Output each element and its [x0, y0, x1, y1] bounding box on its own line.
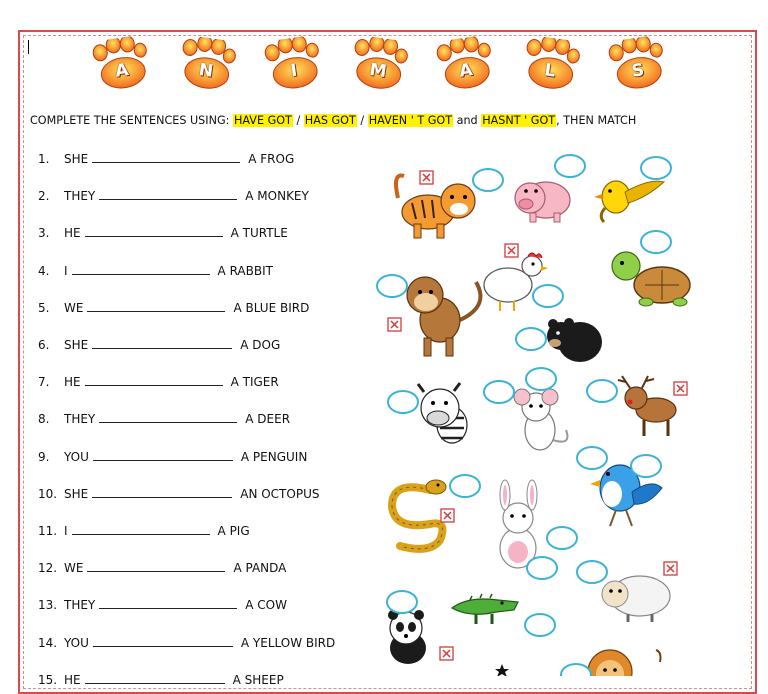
- sentence-object: A TURTLE: [230, 226, 288, 241]
- option-havent-got: HAVEN ' T GOT: [368, 114, 453, 127]
- sentence-subject: THEY: [64, 189, 96, 204]
- sentence-subject: I: [64, 263, 68, 278]
- answer-bubble[interactable]: [387, 591, 417, 613]
- conjunction: and: [453, 114, 482, 127]
- answer-bubble[interactable]: [555, 155, 585, 177]
- sentence-row: [38, 410, 290, 428]
- answer-blank[interactable]: [99, 596, 237, 609]
- option-has-got: HAS GOT: [304, 114, 356, 127]
- sentence-subject: WE: [64, 561, 84, 576]
- sentence-number: 3.: [38, 226, 50, 241]
- answer-bubble[interactable]: [641, 231, 671, 253]
- title-letter: L: [543, 60, 557, 82]
- title-animals: [90, 38, 690, 94]
- sentence-object: A PANDA: [233, 561, 287, 576]
- sentence-object: A FROG: [248, 152, 295, 166]
- sentence-number: 8.: [38, 412, 50, 427]
- sentence-row: [38, 150, 294, 168]
- text-cursor: [28, 40, 29, 54]
- sentence-number: 14.: [38, 635, 58, 650]
- instruction-line: [30, 114, 636, 127]
- sentence-row: [38, 596, 287, 614]
- answer-blank[interactable]: [99, 187, 237, 200]
- sentence-number: 15.: [38, 672, 58, 687]
- answer-bubble[interactable]: [577, 447, 607, 469]
- answer-blank[interactable]: [85, 671, 225, 684]
- sentence-number: 13.: [38, 598, 58, 613]
- answer-blank[interactable]: [87, 299, 225, 312]
- sentence-object: AN OCTOPUS: [240, 486, 320, 501]
- answer-bubble[interactable]: [450, 475, 480, 497]
- paw-letter-s: [603, 34, 672, 94]
- sentence-object: A MONKEY: [245, 189, 309, 204]
- sentence-subject: WE: [64, 300, 84, 315]
- sentence-row: [38, 336, 280, 354]
- wrong-mark-box: [505, 244, 518, 257]
- sentence-row: [38, 187, 309, 205]
- sentence-subject: THEY: [64, 412, 96, 427]
- answer-blank[interactable]: [92, 336, 232, 349]
- sentence-subject: HE: [64, 672, 81, 687]
- answer-bubble[interactable]: [377, 275, 407, 297]
- paw-letter-a: [87, 34, 156, 94]
- sentence-row: [38, 262, 273, 280]
- sentence-number: 11.: [38, 524, 58, 538]
- sentence-object: A PIG: [217, 524, 250, 538]
- sentence-row: [38, 522, 250, 540]
- title-letter: N: [197, 60, 215, 82]
- sentence-subject: THEY: [64, 598, 96, 613]
- title-letter: A: [114, 60, 130, 82]
- sentence-subject: SHE: [64, 152, 89, 166]
- sentence-subject: I: [64, 524, 68, 538]
- sentence-number: 7.: [38, 375, 50, 390]
- sentence-object: A YELLOW BIRD: [240, 635, 336, 650]
- title-letter: M: [368, 59, 388, 83]
- sentence-row: [38, 634, 335, 652]
- title-letter: I: [289, 60, 299, 82]
- sentence-row: [38, 299, 309, 317]
- wrong-mark-box: [388, 318, 401, 331]
- answer-bubble[interactable]: [388, 391, 418, 413]
- sentence-subject: SHE: [64, 486, 89, 501]
- answer-blank[interactable]: [72, 522, 210, 535]
- sentence-subject: SHE: [64, 338, 89, 352]
- sentence-object: A BLUE BIRD: [233, 300, 310, 315]
- answer-bubble[interactable]: [525, 614, 555, 636]
- sentence-object: A SHEEP: [232, 672, 284, 687]
- sentence-row: [38, 224, 288, 242]
- wrong-mark-box: [420, 171, 433, 184]
- answer-blank[interactable]: [72, 262, 210, 275]
- answer-blank[interactable]: [85, 224, 223, 237]
- sentence-object: A DOG: [240, 338, 281, 352]
- answer-bubble[interactable]: [516, 328, 546, 350]
- answer-blank[interactable]: [99, 410, 237, 423]
- title-letter: S: [630, 60, 646, 82]
- sentence-number: 2.: [38, 189, 50, 204]
- wrong-mark-box: [664, 562, 677, 575]
- sentence-subject: YOU: [64, 635, 89, 650]
- answer-bubble[interactable]: [527, 557, 557, 579]
- title-letter: A: [458, 60, 474, 82]
- answer-blank[interactable]: [85, 373, 223, 386]
- answer-bubble[interactable]: [484, 381, 514, 403]
- sentence-number: 9.: [38, 449, 50, 464]
- separator: /: [356, 114, 368, 127]
- option-have-got: HAVE GOT: [233, 114, 292, 127]
- answer-blank[interactable]: [92, 485, 232, 498]
- instruction-prefix: COMPLETE THE SENTENCES USING:: [30, 114, 233, 127]
- sentence-object: A COW: [245, 598, 287, 613]
- answer-bubble[interactable]: [631, 455, 661, 477]
- paw-letter-m: [345, 34, 414, 94]
- wrong-mark-box: [441, 509, 454, 522]
- sentence-number: 12.: [38, 561, 58, 576]
- answer-blank[interactable]: [92, 150, 240, 163]
- answer-blank[interactable]: [93, 448, 233, 461]
- separator: /: [292, 114, 304, 127]
- sentence-object: A TIGER: [230, 375, 279, 390]
- answer-bubble[interactable]: [577, 561, 607, 583]
- panda-icon: [388, 610, 426, 664]
- sentence-row: [38, 671, 284, 689]
- answer-blank[interactable]: [87, 559, 225, 572]
- sentence-subject: YOU: [64, 449, 89, 464]
- answer-bubble[interactable]: [547, 527, 577, 549]
- sentence-row: [38, 485, 319, 503]
- sentence-number: 6.: [38, 338, 50, 352]
- sentence-row: [38, 373, 279, 391]
- answer-bubble[interactable]: [473, 169, 503, 191]
- paw-letter-n: [173, 34, 242, 94]
- paw-letter-i: [259, 34, 328, 94]
- answer-bubble[interactable]: [533, 285, 563, 307]
- wrong-mark-box: [674, 382, 687, 395]
- sentence-object: A RABBIT: [217, 263, 273, 278]
- sentence-object: A DEER: [245, 412, 291, 427]
- answer-bubble[interactable]: [587, 380, 617, 402]
- sentence-number: 10.: [38, 486, 58, 501]
- sentence-row: [38, 559, 286, 577]
- answer-bubble[interactable]: [526, 368, 556, 390]
- sentence-number: 5.: [38, 300, 50, 315]
- paw-letter-a: [431, 34, 500, 94]
- sentence-row: [38, 448, 307, 466]
- answer-bubble[interactable]: [641, 157, 671, 179]
- instruction-suffix: , THEN MATCH: [556, 114, 637, 127]
- paw-letter-l: [517, 34, 586, 94]
- sentence-number: 4.: [38, 263, 50, 278]
- sentence-number: 1.: [38, 152, 50, 166]
- sentence-subject: HE: [64, 226, 81, 241]
- option-hasnt-got: HASNT ' GOT: [482, 114, 556, 127]
- sentence-object: A PENGUIN: [240, 449, 308, 464]
- wrong-mark-box: [440, 647, 453, 660]
- answer-blank[interactable]: [93, 634, 233, 647]
- sentence-subject: HE: [64, 375, 81, 390]
